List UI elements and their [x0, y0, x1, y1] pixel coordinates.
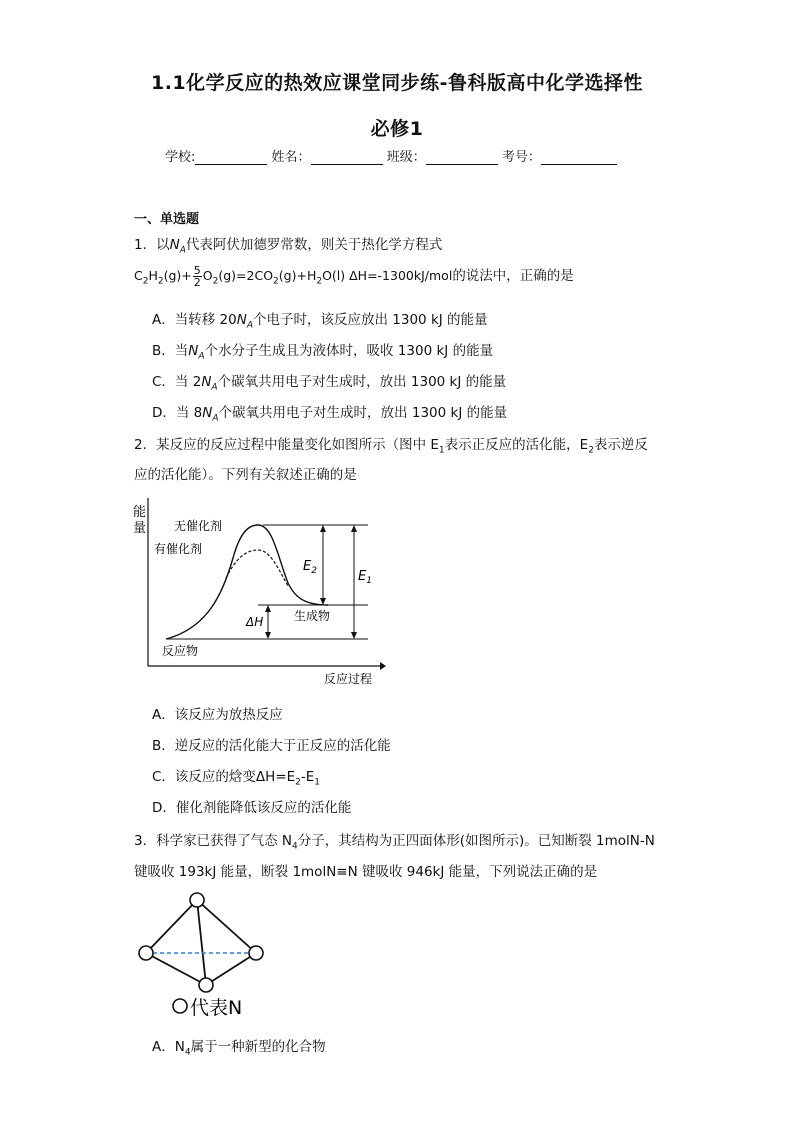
- label-reactant: 反应物: [162, 644, 199, 658]
- number-label: 考号：: [501, 150, 541, 165]
- na-symbol: N: [201, 374, 212, 390]
- atom-n: [249, 946, 263, 960]
- bond: [146, 953, 206, 985]
- q3-l1-pre: 3．科学家已获得了气态 N: [134, 833, 292, 849]
- legend-text: 代表N: [190, 997, 243, 1019]
- q1-b-pre: B．当: [152, 343, 189, 359]
- e1-arrow-top: [351, 525, 357, 532]
- na-symbol: N: [169, 237, 180, 253]
- q2-l1-mid: 表示正反应的活化能，E: [444, 437, 589, 453]
- frac-den: 2: [193, 276, 201, 289]
- doc-title-line2: 必修1: [370, 118, 424, 140]
- q2-c-pre: C．该反应的焓变ΔH=E: [152, 769, 296, 785]
- name-blank[interactable]: [311, 150, 383, 165]
- q2-c-mid: -E: [300, 769, 315, 785]
- q1-stem-rest: 代表阿伏加德罗常数，则关于热化学方程式: [185, 237, 443, 253]
- e2-label: $E_2$: [303, 559, 317, 576]
- q1-option-c[interactable]: [152, 370, 506, 393]
- bond: [197, 900, 256, 953]
- q1-d-pre: D．当 8: [152, 405, 203, 421]
- label-product: 生成物: [294, 609, 331, 623]
- section-heading: 一、单选题: [134, 212, 200, 227]
- na-sub: A: [212, 413, 219, 424]
- na-sub: A: [179, 245, 186, 256]
- q2-option-d[interactable]: D．催化剂能降低该反应的活化能: [152, 800, 352, 816]
- dh-arrow-bottom: [265, 632, 271, 639]
- q1-equation: [134, 264, 574, 288]
- q3-stem-line1: 3．科学家已获得了气态 $N_4$分子，其结构为正四面体形(如图所示)。已知断裂 1molN-N: [134, 833, 655, 852]
- bond: [146, 900, 197, 953]
- q2-l1-pre: 2．某反应的反应过程中能量变化如图所示（图中 E: [134, 437, 439, 453]
- class-label: 班级：: [386, 150, 426, 165]
- bond: [206, 953, 256, 985]
- na-sub: A: [198, 351, 205, 362]
- class-blank[interactable]: [426, 150, 498, 165]
- q1-d-post: 个碳氧共用电子对生成时，放出 1300 kJ 的能量: [218, 405, 508, 421]
- q1-b-post: 个水分子生成且为液体时，吸收 1300 kJ 的能量: [204, 343, 494, 359]
- q1-c-pre: C．当 2: [152, 374, 202, 390]
- eq-c2h2: $C_2H_2(g)+$: [134, 268, 192, 287]
- dh-arrow-top: [265, 605, 271, 612]
- q2-option-a[interactable]: A．该反应为放热反应: [152, 707, 283, 723]
- q1-num: 1．以: [134, 237, 170, 253]
- q3-option-a[interactable]: A．$N_4$属于一种新型的化合物: [152, 1039, 326, 1058]
- doc-title-line1: 1.1化学反应的热效应课堂同步练-鲁科版高中化学选择性: [150, 72, 644, 94]
- school-label: 学校:: [165, 150, 196, 165]
- q2-option-b[interactable]: B．逆反应的活化能大于正反应的活化能: [152, 738, 391, 754]
- eq-dh: ΔH=-1300kJ/mol: [349, 268, 453, 283]
- energy-diagram: [128, 498, 388, 690]
- legend-atom-icon: [173, 999, 187, 1013]
- na-sub: A: [211, 382, 218, 393]
- atom-n: [139, 946, 153, 960]
- q2-stem-line1: 2．某反应的反应过程中能量变化如图所示（图中 $E_1$表示正反应的活化能，$E_2$表示逆反: [134, 437, 648, 456]
- name-label: 姓名：: [271, 150, 311, 165]
- atom-n: [190, 893, 204, 907]
- e2-arrow-bottom: [320, 598, 326, 605]
- q2-option-c[interactable]: C．该反应的焓变$\Delta H=E_2-E_1$: [152, 769, 321, 788]
- n4-tetrahedron: [134, 890, 284, 1022]
- label-no-catalyst: 无催化剂: [174, 519, 223, 533]
- q2-stem-line2: 应的活化能）。下列有关叙述正确的是: [134, 467, 357, 483]
- y-label-1: 能: [133, 505, 147, 520]
- label-with-catalyst: 有催化剂: [154, 542, 203, 556]
- eq-products: $O_2(g)=2CO_2(g)+H_2O(l)$: [202, 268, 350, 287]
- frac-num: 5: [193, 264, 201, 277]
- q3-a-pre: A．N: [152, 1039, 185, 1055]
- q1-option-d[interactable]: [152, 401, 507, 424]
- dh-label: ΔH: [246, 615, 264, 629]
- q1-a-pre: A．当转移 20: [152, 312, 237, 328]
- q3-l1-post: 分子，其结构为正四面体形(如图所示)。已知断裂 1molN-N: [297, 833, 655, 849]
- q2-l1-post: 表示逆反: [593, 437, 648, 453]
- x-label: 反应过程: [324, 672, 373, 686]
- eq-fraction: [193, 265, 202, 288]
- x-axis-arrow: [380, 662, 386, 670]
- e2-arrow-top: [320, 525, 326, 532]
- na-symbol: N: [202, 405, 213, 421]
- eq-after: 的说法中，正确的是: [452, 268, 574, 284]
- q1-a-post: 个电子时，该反应放出 1300 kJ 的能量: [253, 312, 488, 328]
- info-line: [165, 146, 617, 165]
- na-symbol: N: [188, 343, 199, 359]
- bond: [197, 900, 206, 985]
- na-symbol: N: [236, 312, 247, 328]
- q1-c-post: 个碳氧共用电子对生成时，放出 1300 kJ 的能量: [217, 374, 507, 390]
- atom-n: [199, 978, 213, 992]
- q1-option-b[interactable]: [152, 339, 493, 362]
- na-sub: A: [246, 320, 253, 331]
- q3-a-post: 属于一种新型的化合物: [190, 1039, 326, 1055]
- q3-stem-line2: 键吸收 193kJ 能量，断裂 1molN≡N 键吸收 946kJ 能量，下列说法正确的是: [134, 864, 598, 880]
- q1-stem: [134, 233, 442, 256]
- q1-option-a[interactable]: [152, 308, 488, 331]
- e1-arrow-bottom: [351, 632, 357, 639]
- number-blank[interactable]: [541, 150, 617, 165]
- y-label-2: 量: [133, 521, 147, 536]
- school-blank[interactable]: [195, 150, 267, 165]
- e1-label: $E_1$: [358, 569, 372, 586]
